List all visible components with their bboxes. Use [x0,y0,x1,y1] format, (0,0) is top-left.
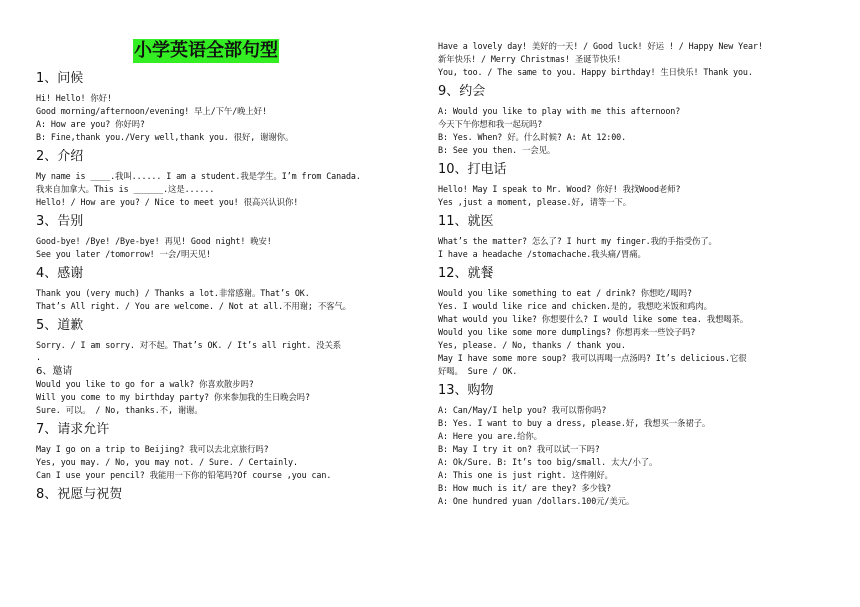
text-line: A: Would you like to play with me this afternoon? [438,106,681,116]
text-line: Yes ,just a moment, please.好, 请等一下。 [438,197,631,207]
text-line: B: Yes. When? 好。什么时候? A: At 12:00. [438,132,627,142]
text-line: Yes. I would like rice and chicken.是的, 我想吃米饭和鸡肉。 [438,301,712,311]
text-line: Hi! Hello! 你好! [36,93,112,103]
section-heading-introduction: 2、介绍 [36,149,84,164]
text-line: Will you come to my birthday party? 你来参加我的生日晚会吗? [36,392,310,402]
text-line: Hello! May I speak to Mr. Wood? 你好! 我找Wood老师? [438,184,681,194]
section-heading-thanks: 4、感谢 [36,266,84,281]
text-line: What would you like? 你想要什么? I would like some tea. 我想喝茶。 [438,314,749,324]
text-line: You, too. / The same to you. Happy birthday! 生日快乐! Thank you. [438,67,753,77]
section-heading-appointment: 9、约会 [438,84,486,99]
text-line: 我来自加拿大。This is ______.这是...... [36,184,215,194]
section-heading-phone-call: 10、打电话 [438,162,507,177]
section-heading-invitation: 6、邀请 [36,366,73,377]
text-line: My name is ____.我叫...... I am a student.我是学生。I’m from Canada. [36,171,361,181]
text-line: . [36,352,41,362]
section-heading-dining: 12、就餐 [438,266,494,281]
text-line: 新年快乐! / Merry Christmas! 圣诞节快乐! [438,54,622,64]
text-line: Can I use your pencil? 我能用一下你的铅笔吗?Of course ,you can. [36,470,332,480]
text-line: I have a headache /stomachache.我头痛/胃痛。 [438,249,646,259]
text-line: A: Here you are.给你。 [438,431,542,441]
section-heading-greeting: 1、问候 [36,71,84,86]
text-line: Thank you (very much) / Thanks a lot.非常感谢。That’s OK. [36,288,310,298]
page-title: 小学英语全部句型 [134,40,278,61]
text-line: See you later /tomorrow! 一会/明天见! [36,249,211,259]
text-line: Would you like to go for a walk? 你喜欢散步吗? [36,379,254,389]
text-line: A: One hundred yuan /dollars.100元/美元。 [438,496,635,506]
text-line: Hello! / How are you? / Nice to meet you! 很高兴认识你! [36,197,299,207]
text-line: That’s All right. / You are welcome. / Not at all.不用谢; 不客气。 [36,301,351,311]
section-heading-wishes: 8、祝愿与祝贺 [36,487,123,502]
text-line: A: Ok/Sure. B: It’s too big/small. 太大/小了。 [438,457,658,467]
text-line: Have a lovely day! 美好的一天! / Good luck! 好运 ! / Happy New Year! [438,41,763,51]
section-heading-doctor: 11、就医 [438,214,494,229]
text-line: B: May I try it on? 我可以试一下吗? [438,444,600,454]
text-line: May I have some more soup? 我可以再喝一点汤吗? It’s delicious.它很 [438,353,747,363]
section-heading-permission: 7、请求允许 [36,422,110,437]
text-line: Yes, you may. / No, you may not. / Sure. / Certainly. [36,457,298,467]
text-line: A: Can/May/I help you? 我可以帮你吗? [438,405,607,415]
text-line: Good-bye! /Bye! /Bye-bye! 再见! Good night! 晚安! [36,236,272,246]
text-line: A: How are you? 你好吗? [36,119,145,129]
text-line: B: Fine,thank you./Very well,thank you. 很好, 谢谢你。 [36,132,294,142]
text-line: B: Yes. I want to buy a dress, please.好, 我想买一条裙子。 [438,418,711,428]
text-line: Would you like some more dumplings? 你想再来一些饺子吗? [438,327,696,337]
section-heading-shopping: 13、购物 [438,383,494,398]
section-heading-apology: 5、道歉 [36,318,84,333]
text-line: 今天下午你想和我一起玩吗? [438,119,543,129]
text-line: Would you like something to eat / drink? 你想吃/喝吗? [438,288,692,298]
text-line: Sure. 可以。 / No, thanks.不, 谢谢。 [36,405,203,415]
text-line: B: See you then. 一会见。 [438,145,556,155]
section-heading-farewell: 3、告别 [36,214,84,229]
text-line: Sorry. / I am sorry. 对不起。That’s OK. / It’s all right. 没关系 [36,340,342,350]
text-line: Good morning/afternoon/evening! 早上/下午/晚上好! [36,106,267,116]
text-line: 好喝。 Sure / OK. [438,366,518,376]
text-line: What’s the matter? 怎么了? I hurt my finger.我的手指受伤了。 [438,236,717,246]
text-line: B: How much is it/ are they? 多少钱? [438,483,612,493]
text-line: Yes, please. / No, thanks / thank you. [438,340,626,350]
text-line: A: This one is just right. 这件刚好。 [438,470,613,480]
text-line: May I go on a trip to Beijing? 我可以去北京旅行吗? [36,444,269,454]
